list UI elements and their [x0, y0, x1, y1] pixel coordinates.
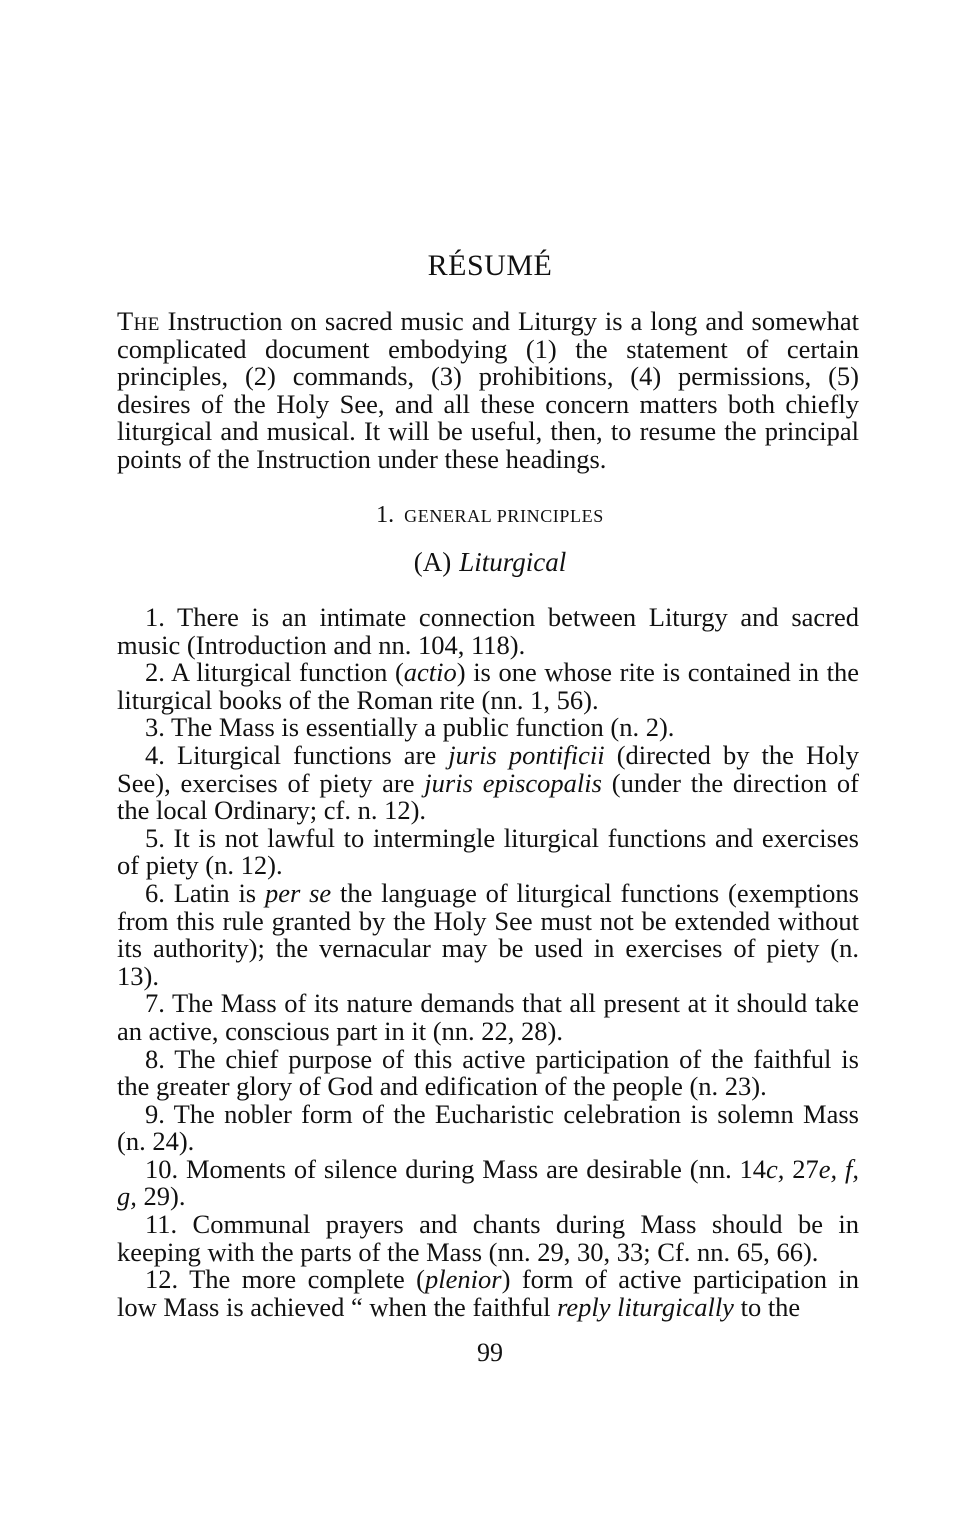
item-text: (directed by the Holy See), exercises of piety are: [117, 739, 859, 798]
item-text: 6. Latin is: [145, 877, 265, 908]
item-italic: plenior: [425, 1264, 502, 1295]
item-text: (under the direction of the local Ordinary; cf. n. 12).: [117, 767, 859, 826]
section-title: GENERAL PRINCIPLES: [404, 506, 604, 526]
item-text: ) is one whose rite is contained in the liturgical books of the Roman rite (nn. 1, 56).: [117, 657, 859, 715]
list-item: [117, 1211, 859, 1266]
item-italic: juris pontificii: [448, 739, 605, 770]
item-italic: per se: [264, 877, 332, 908]
item-text: 5. It is not lawful to intermingle liturgical functions and exercises of piety (n. 12).: [117, 822, 859, 881]
item-italic: juris episcopalis: [424, 767, 602, 798]
item-italic: reply liturgically: [557, 1291, 734, 1322]
item-text: to the: [733, 1291, 801, 1322]
item-text: ) form of active participation in low Mass is achieved “ when the faithful: [117, 1264, 859, 1322]
list-item: [117, 1043, 859, 1102]
page-number: 99: [477, 1338, 503, 1367]
item-text: 8. The chief purpose of this active participation of the faithful is the greater glory of God and edification of the people (n. 23).: [117, 1043, 859, 1102]
item-text: 3. The Mass is essentially a public function (n. 2).: [145, 712, 675, 743]
item-text: 10. Moments of silence during Mass are desirable (nn. 14: [145, 1153, 767, 1184]
item-italic: e, f, g,: [117, 1153, 859, 1212]
page-title: RÉSUMÉ: [427, 249, 553, 282]
list-item: [117, 1098, 859, 1157]
list-item: [117, 739, 859, 826]
subsection-label: (A): [413, 547, 452, 577]
intro-lead-word: The: [117, 306, 160, 336]
item-text: 12. The more complete (: [145, 1264, 426, 1295]
list-item: [117, 659, 859, 714]
subsection-title: Liturgical: [459, 547, 567, 577]
item-text: 27: [784, 1153, 819, 1184]
section-heading: [0, 500, 980, 531]
item-text: 7. The Mass of its nature demands that all present at it should take an active, conscious part in it (nn. 22, 28).: [117, 988, 859, 1046]
item-text: 2. A liturgical function (: [145, 657, 404, 688]
item-italic: c,: [766, 1153, 785, 1184]
intro-paragraph: [117, 308, 859, 474]
item-text: 11. Communal prayers and chants during Mass should be in keeping with the parts of the Mass (nn. 29, 30, 33; Cf. nn. 65, 66).: [117, 1209, 859, 1267]
item-text: the language of liturgical functions (exemptions from this rule granted by the Holy See must not be extended without its authority); the vernacular may be used in exercises of piety (n. 13).: [117, 877, 859, 991]
item-italic: actio: [403, 657, 457, 688]
list-item: [117, 877, 859, 991]
intro-text: Instruction on sacred music and Liturgy is a long and somewhat complicated document embodying (1) the statement of certain principles, (2) commands, (3) prohibitions, (4) permissions, (5) desires of the Holy See, and all these concern matters both chiefly liturgical and musical. It will be useful, then, to resume the principal points of the Instruction under these headings.: [117, 306, 859, 474]
list-item: [117, 714, 859, 742]
list-item: [117, 1266, 859, 1321]
list-item: [117, 604, 859, 659]
subsection-heading: [0, 545, 980, 579]
item-text: 9. The nobler form of the Eucharistic celebration is solemn Mass (n. 24).: [117, 1098, 859, 1157]
list-item: [117, 822, 859, 881]
item-text: 4. Liturgical functions are: [145, 739, 449, 770]
list-item: [117, 1153, 859, 1212]
item-text: 29).: [136, 1181, 186, 1212]
list-item: [117, 990, 859, 1045]
principles-list: [117, 604, 859, 1321]
section-number: 1.: [376, 502, 395, 528]
item-text: 1. There is an intimate connection between Liturgy and sacred music (Introduction and nn. 104, 118).: [117, 602, 859, 660]
